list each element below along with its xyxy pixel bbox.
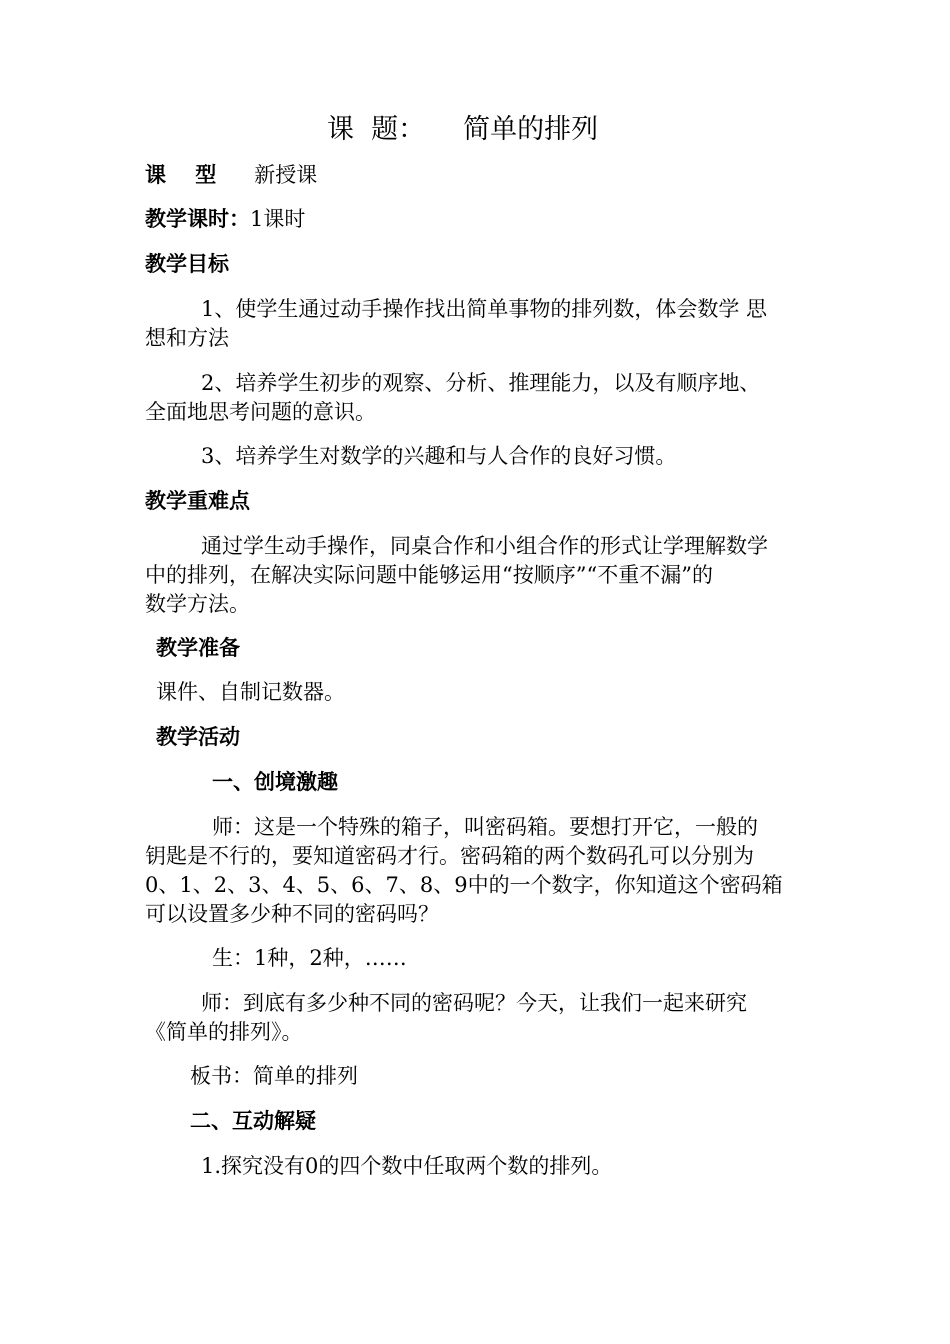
key-points-line-2: 中的排列，在解决实际问题中能够运用“按顺序”“不重不漏”的 bbox=[145, 563, 713, 587]
teacher-1-line-4: 可以设置多少种不同的密码吗？ bbox=[145, 902, 439, 926]
lesson-type-value: 新授课 bbox=[254, 163, 318, 187]
objective-2-line-2: 全面地思考问题的意识。 bbox=[145, 400, 376, 424]
section-1-heading: 一、创境激趣 bbox=[212, 769, 338, 794]
teacher-1-line-1: 师：这是一个特殊的箱子，叫密码箱。要想打开它，一般的 bbox=[212, 815, 758, 839]
objectives-heading: 教学目标 bbox=[145, 251, 229, 276]
student-1: 生：1种，2种，…… bbox=[212, 946, 407, 970]
objective-1-line-2: 想和方法 bbox=[145, 326, 229, 350]
lesson-type-label: 课 型 bbox=[145, 162, 217, 187]
objective-2-line-1: 2、培养学生初步的观察、分析、推理能力，以及有顺序地、 bbox=[201, 371, 761, 395]
teacher-1-line-2: 钥匙是不行的，要知道密码才行。密码箱的两个数码孔可以分别为 bbox=[145, 844, 754, 868]
class-hours-label: 教学课时： bbox=[145, 206, 250, 231]
teacher-2-line-2: 《简单的排列》。 bbox=[145, 1020, 303, 1044]
key-points-heading: 教学重难点 bbox=[145, 488, 250, 513]
preparation-text: 课件、自制记数器。 bbox=[156, 680, 345, 704]
objective-3: 3、培养学生对数学的兴趣和与人合作的良好习惯。 bbox=[201, 444, 677, 468]
key-points-line-3: 数学方法。 bbox=[145, 592, 250, 616]
class-hours-value: 1课时 bbox=[250, 207, 306, 231]
teacher-2-line-1: 师：到底有多少种不同的密码呢？今天，让我们一起来研究 bbox=[201, 991, 747, 1015]
class-hours-row bbox=[145, 206, 305, 232]
objective-1-line-1: 1、使学生通过动手操作找出简单事物的排列数，体会数学 思 bbox=[201, 297, 768, 321]
section-2-item-1: 1.探究没有0的四个数中任取两个数的排列。 bbox=[201, 1154, 613, 1178]
title-label: 课 题： bbox=[327, 114, 426, 145]
key-points-line-1: 通过学生动手操作，同桌合作和小组合作的形式让学理解数学 bbox=[201, 534, 768, 558]
teacher-1-line-3: 0、1、2、3、4、5、6、7、8、9中的一个数字，你知道这个密码箱 bbox=[145, 873, 783, 897]
page-title bbox=[327, 114, 598, 146]
lesson-type-row bbox=[145, 162, 317, 188]
board-text: 板书：简单的排列 bbox=[190, 1064, 358, 1088]
activities-heading: 教学活动 bbox=[156, 724, 240, 749]
title-text: 简单的排列 bbox=[463, 114, 599, 145]
preparation-heading: 教学准备 bbox=[156, 635, 240, 660]
section-2-heading: 二、互动解疑 bbox=[190, 1108, 316, 1133]
